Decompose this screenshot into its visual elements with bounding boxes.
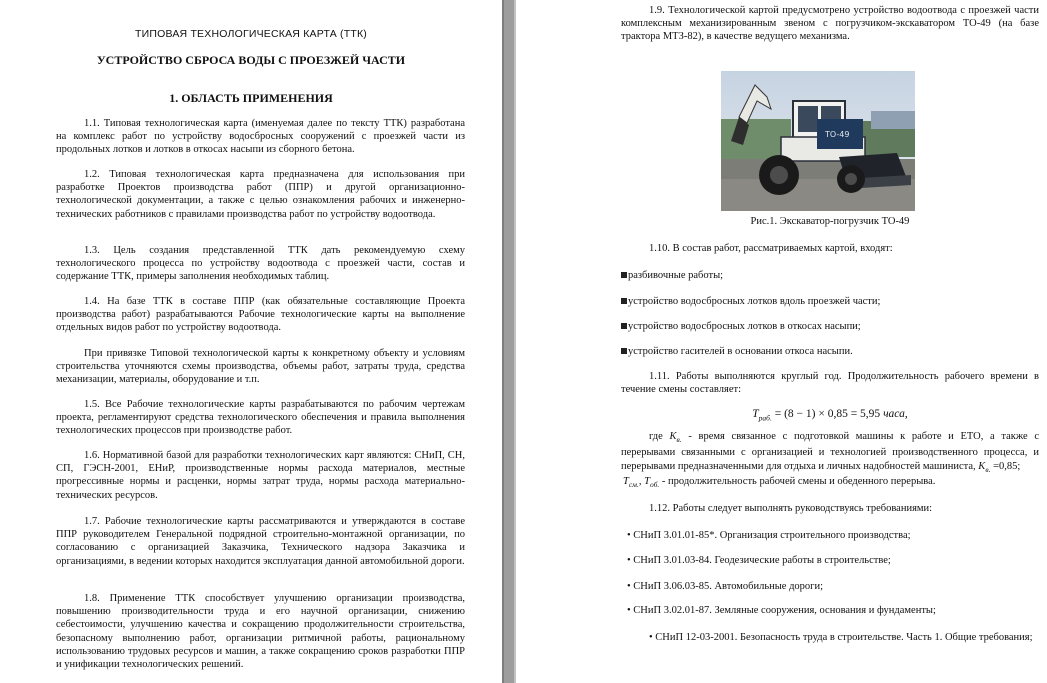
paragraph-1-4: 1.4. На базе ТТК в составе ППР (как обязательные составляющие Проекта производства работ) разрабатываются Рабочие технологические карты на выполнение отдельных видов работ по устройству водоотвода. xyxy=(56,296,465,334)
bullet-icon xyxy=(621,348,627,354)
norm-item: • СНиП 12-03-2001. Безопасность труда в строительстве. Часть 1. Общие требования; xyxy=(649,632,1033,643)
list-item-text: разбивочные работы; xyxy=(628,270,724,281)
list-item-text: устройство водосбросных лотков в откосах насыпи; xyxy=(628,321,861,332)
shift-description: - продолжительность рабочей смены и обеденного перерыва. xyxy=(661,476,936,487)
paragraph-1-1: 1.1. Типовая технологическая карта (именуемая далее по тексту ТТК) разработана на комплекс работ по устройству водосбросных сооружений с проезжей части из продольных лотков и лотков в откосах насыпи из сборного бетона. xyxy=(56,118,465,156)
shift-symbol: T xyxy=(623,476,629,487)
formula-explanation xyxy=(621,430,1039,476)
paragraph-1-8: 1.8. Применение ТТК способствует улучшению организации производства, повышению производительности труда и его научной организации, снижению себестоимости, улучшению качества и сокращению продолжительности строительства, безопасному выполнению работ, организации ритмичной работы, рациональному использованию трудовых ресурсов и машин, а также сокращению сроков разработки ППР и унификации технологических решений. xyxy=(56,593,465,671)
paragraph-1-9: 1.9. Технологической картой предусмотрено устройство водоотвода с проезжей части комплексным механизированным звеном с погрузчиком-экскаватором ТО-49 (на базе трактора МТЗ-82), в качестве ведущего механизма. xyxy=(621,5,1039,43)
document-page-right xyxy=(516,0,1047,683)
norm-item: • СНиП 3.06.03-85. Автомобильные дороги; xyxy=(627,581,824,592)
paragraph-1-10: 1.10. В состав работ, рассматриваемых картой, входят: xyxy=(649,243,893,254)
norm-item: • СНиП 3.02.01-87. Земляные сооружения, основания и фундаменты; xyxy=(627,605,936,616)
formula-subscript: раб. xyxy=(758,413,772,423)
coefficient-description: - время связанное с подготовкой машины к работе и ЕТО, а также с перерывами связанными с организацией и технологией производственного процесса, и перерывами предназначенными для отдыха и личных надобностей машиниста, xyxy=(621,431,1039,472)
work-time-formula xyxy=(621,408,1039,422)
bullet-icon xyxy=(621,323,627,329)
coefficient-subscript: в. xyxy=(985,464,991,474)
paragraph-1-3: 1.3. Цель создания представленной ТТК дать рекомендуемую схему технологического процесса по устройству водоотвода с проезжей части, состав и содержание ТТК, примеры заполнения необходимых таблиц. xyxy=(56,245,465,283)
list-item xyxy=(621,320,1039,333)
shift-subscript: см. xyxy=(628,480,639,490)
list-item xyxy=(621,269,1039,282)
break-symbol: T xyxy=(644,476,650,487)
formula-expression: = (8 − 1) × 0,85 = 5,95 xyxy=(774,408,881,420)
norm-item: • СНиП 3.01.03-84. Геодезические работы в строительстве; xyxy=(627,555,891,566)
coefficient-symbol: K xyxy=(978,460,986,472)
formula-tail: , xyxy=(904,408,908,420)
paragraph-binding: При привязке Типовой технологической карты к конкретному объекту и условиям строительства уточняются схемы производства, объемы работ, затраты труда, средства механизации, материалы, оборудование и т.п. xyxy=(56,348,465,386)
list-item xyxy=(621,295,1039,308)
bullet-icon xyxy=(621,272,627,278)
document-title: УСТРОЙСТВО СБРОСА ВОДЫ С ПРОЕЗЖЕЙ ЧАСТИ xyxy=(96,53,406,67)
coefficient-value: =0,85; xyxy=(993,460,1021,472)
section-title: 1. ОБЛАСТЬ ПРИМЕНЕНИЯ xyxy=(169,91,333,105)
svg-text:TO-49: TO-49 xyxy=(825,130,850,139)
document-page-left xyxy=(0,0,502,683)
figure-caption: Рис.1. Экскаватор-погрузчик ТО-49 xyxy=(750,216,910,227)
shift-duration-note: $T_{см.}$, $T_{об.}$ - продолжительность рабочей смены и обеденного перерыва. xyxy=(623,476,936,490)
paragraph-1-6: 1.6. Нормативной базой для разработки технологических карт являются: СНиП, СН, СП, ГЭСН-2001, ЕНиР, производственные нормы расхода материалов, местные прогрессивные нормы и расценки, нормы затрат труда, нормы расхода материально-технических ресурсов. xyxy=(56,450,465,501)
paragraph-1-7: 1.7. Рабочие технологические карты рассматриваются и утверждаются в составе ППР руководителем Генеральной подрядной строительно-монтажной организации, по согласованию с организацией Заказчика, Технического надзора Заказчика и организациями, в ведении которых находится эксплуатация данной автомобильной дороги. xyxy=(56,516,465,567)
list-item xyxy=(621,345,1039,358)
page-gutter xyxy=(502,0,516,683)
where-label: где xyxy=(649,431,663,442)
list-item-text: устройство водосбросных лотков вдоль проезжей части; xyxy=(628,296,881,307)
paragraph-1-2: 1.2. Типовая технологическая карта предназначена для использования при разработке Проектов производства работ (ППР) и другой организационно-технологической документации, а также с целью ознакомления рабочих и инженерно-технических работников с правилами производства работ по устройству водоотвода. xyxy=(56,169,465,220)
coefficient-symbol: K xyxy=(669,431,677,442)
excavator-loader-photo xyxy=(721,71,915,211)
bullet-icon xyxy=(621,298,627,304)
formula-symbol: T xyxy=(752,408,759,420)
paragraph-1-5: 1.5. Все Рабочие технологические карты разрабатываются по рабочим чертежам проекта, регламентируют средства технологического обеспечения и правила выполнения технологических процессов при производстве работ. xyxy=(56,399,465,437)
list-item-text: устройство гасителей в основании откоса насыпи. xyxy=(628,346,853,357)
break-subscript: об. xyxy=(649,480,660,490)
coefficient-subscript: в. xyxy=(676,435,682,445)
excavator-loader-illustration xyxy=(721,71,915,211)
document-type: ТИПОВАЯ ТЕХНОЛОГИЧЕСКАЯ КАРТА (ТТК) xyxy=(135,28,367,40)
paragraph-1-11: 1.11. Работы выполняются круглый год. Продолжительность рабочего времени в течение смены составляет: xyxy=(621,371,1039,396)
norm-item: • СНиП 3.01.01-85*. Организация строительного производства; xyxy=(627,530,911,541)
paragraph-1-12: 1.12. Работы следует выполнять руководствуясь требованиями: xyxy=(649,503,933,514)
formula-unit: часа xyxy=(883,408,905,420)
